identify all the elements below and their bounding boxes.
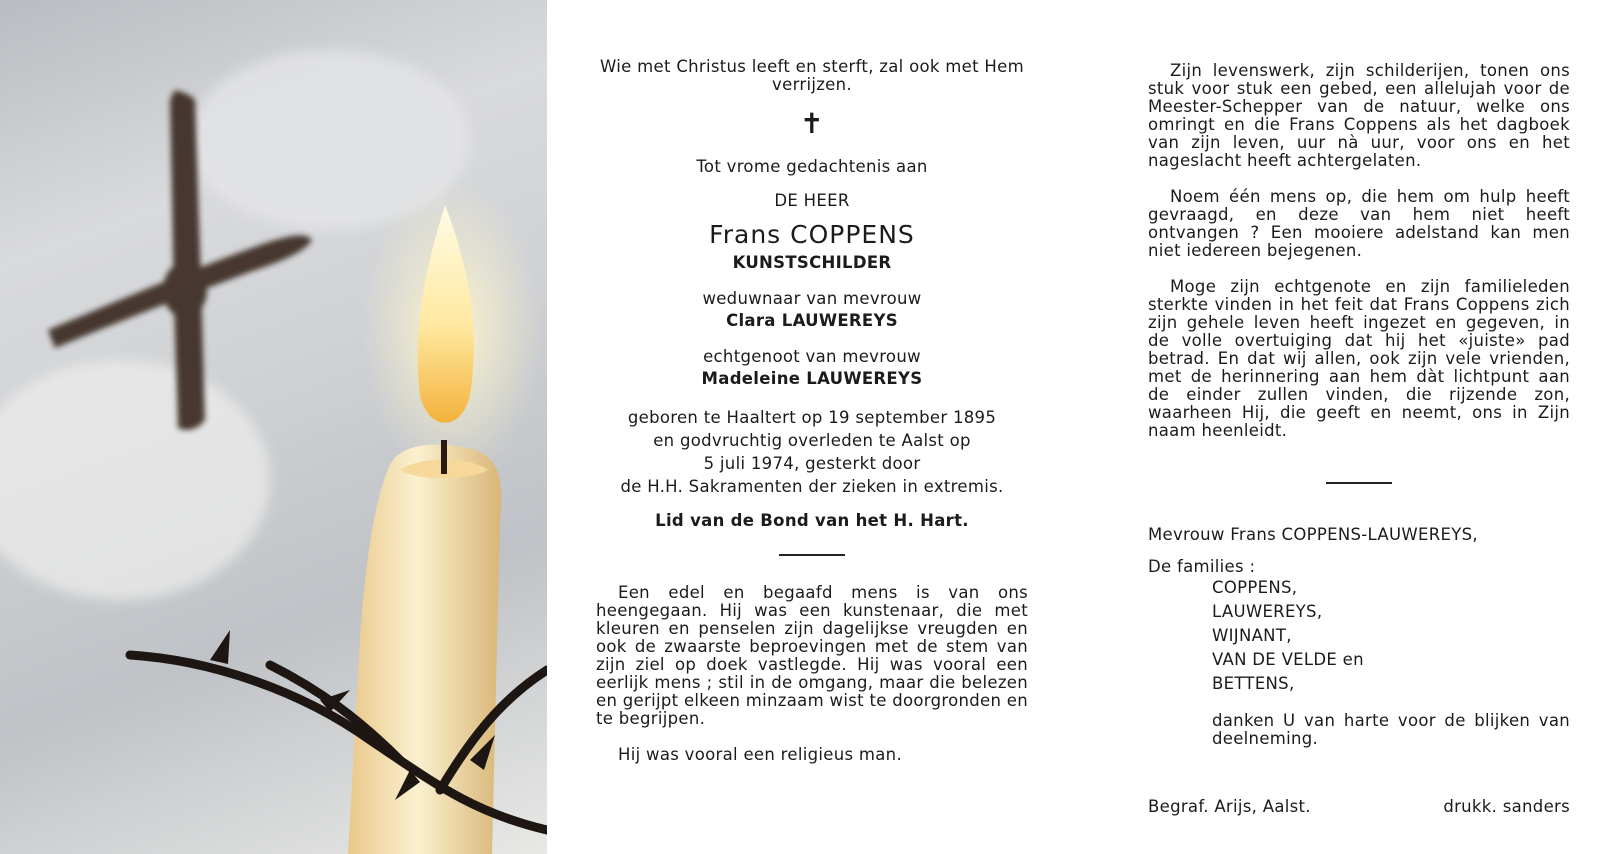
tribute-paragraph-2: Noem één mens op, die hem om hulp heeft gevraagd, en deze van hem niet heeft ontvangen ? Een mooiere adelstand kan men niet iedereen bejegenen. [1148,187,1570,260]
undertaker-credit: Begraf. Arijs, Aalst. [1148,797,1311,816]
memorial-center-column [596,58,1028,764]
tribute-paragraph-1: Zijn levenswerk, zijn schilderijen, tonen ons stuk voor stuk een gebed, een allelujah voor de Meester-Schepper van de natuur, welke ons omringt en die Frans Coppens als het dagboek van zijn leven, uur nà uur, voor ons en het nageslacht heeft achtergelaten. [1148,61,1570,170]
family-name: LAUWEREYS, [1212,602,1323,621]
families-label: De families : [1148,557,1256,576]
spouse-line: echtgenoot van mevrouw [703,347,921,366]
death-line: en godvruchtig overleden te Aalst op [653,431,971,450]
family-list [1212,576,1570,696]
closing-line: Hij was vooral een religieus man. [618,745,902,764]
membership-line: Lid van de Bond van het H. Hart. [655,511,969,530]
second-wife-name: Madeleine LAUWEREYS [701,369,923,388]
candle-cross-illustration [0,0,547,854]
memorial-intro: Tot vrome gedachtenis aan [696,157,928,176]
scripture-verse: Wie met Christus leeft en sterft, zal ook met Hem verrijzen. [600,57,1024,94]
printer-credit: drukk. sanders [1443,797,1570,816]
tribute-paragraph: Een edel en begaafd mens is van ons heengegaan. Hij was een kunstenaar, die met kleuren en penselen zijn dagelijkse vreugden en ook de zwaarste beproevingen met de stem van zijn ziel op doek vastlegde. Hij was vooral een eerlijk mens ; stil in de omgang, maar die belezen en gerijpt elkeen minzaam wist te doorgronden en te begrijpen. [596,583,1028,728]
sacraments-line: de H.H. Sakramenten der zieken in extremis. [620,477,1004,496]
background-highlight [0,360,270,600]
family-name: VAN DE VELDE en [1212,650,1364,669]
family-name: COPPENS, [1212,578,1298,597]
deceased-name: Frans COPPENS [709,220,915,249]
candle-icon [348,444,501,854]
honorific: DE HEER [774,191,850,210]
memorial-photo [0,0,547,854]
thanks-line: danken U van harte voor de blijken van deelneming. [1212,711,1570,748]
death-date-line: 5 juli 1974, gesterkt door [703,454,921,473]
tribute-paragraph-3: Moge zijn echtgenote en zijn familieleden sterkte vinden in het feit dat Frans Coppens zich zijn gehele leven heeft ingezet en gegeven, in de volle overtuiging dat hij het «juiste» pad betrad. En dat wij allen, ook zijn vele vrienden, met de herinnering aan hem dàt lichtpunt aan de einder zullen vinden, die rijzende zon, waarheen Hij, die geeft en neemt, ons in Zijn naam heenleidt. [1148,277,1570,440]
footer [1148,798,1570,816]
divider [1326,482,1392,484]
divider [779,554,845,556]
widow-name: Mevrouw Frans COPPENS-LAUWEREYS, [1148,525,1478,544]
memorial-right-column [1148,62,1570,816]
family-name: BETTENS, [1212,674,1295,693]
first-wife-name: Clara LAUWEREYS [726,311,898,330]
life-details [596,406,1028,498]
widower-line: weduwnaar van mevrouw [702,289,922,308]
birth-line: geboren te Haaltert op 19 september 1895 [627,408,997,427]
cross-symbol-icon: ✝ [800,107,824,140]
deceased-profession: KUNSTSCHILDER [732,253,892,272]
family-name: WIJNANT, [1212,626,1292,645]
wick [441,440,447,474]
